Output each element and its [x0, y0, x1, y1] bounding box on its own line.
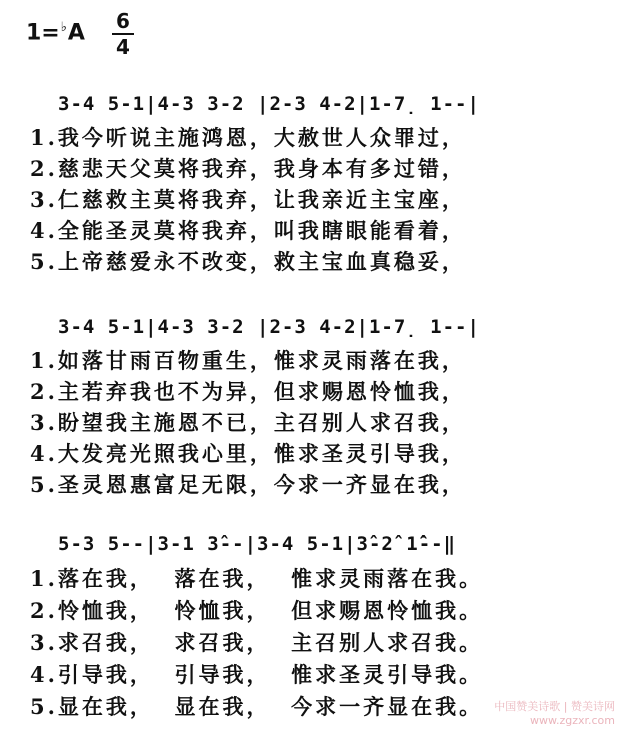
site-watermark — [494, 700, 615, 728]
key-signature — [26, 20, 85, 45]
lyric-line-verse-3: 3.盼望我主施恩不已，主召别人求召我， — [30, 410, 466, 435]
key-prefix: 1= — [26, 20, 60, 46]
lyric-line-verse-1: 1.我今听说主施鸿恩，大赦世人众罪过， — [30, 125, 466, 150]
key-letter: A — [67, 20, 85, 46]
lyric-line-verse-3: 3.仁慈救主莫将我弃，让我亲近主宝座， — [30, 187, 466, 212]
lyric-line-verse-4: 4.引导我， 引导我， 惟求圣灵引导我。 — [30, 662, 484, 687]
watermark-title: 中国赞美诗歌 | 赞美诗网 — [494, 700, 615, 713]
lyric-line-verse-3: 3.求召我， 求召我， 主召别人求召我。 — [30, 630, 484, 655]
watermark-url: www.zgzxr.com — [529, 714, 615, 727]
lyric-line-verse-5: 5.上帝慈爱永不改变，救主宝血真稳妥， — [30, 249, 466, 274]
time-signature — [112, 10, 134, 58]
lyric-line-verse-4: 4.全能圣灵莫将我弃，叫我瞎眼能看着， — [30, 218, 466, 243]
flat-sign: ♭ — [60, 20, 67, 35]
lyric-line-verse-4: 4.大发亮光照我心里，惟求圣灵引导我， — [30, 441, 466, 466]
lyric-line-verse-1: 1.落在我， 落在我， 惟求灵雨落在我。 — [30, 566, 484, 591]
notation-line: 3-4 5-1|4-3 3-2 |2-3 4-2|1-7̣ 1--| — [58, 93, 480, 115]
lyric-line-verse-2: 2.怜恤我， 怜恤我， 但求赐恩怜恤我。 — [30, 598, 484, 623]
meter-bottom: 4 — [116, 35, 130, 59]
lyric-line-verse-2: 2.慈悲天父莫将我弃，我身本有多过错， — [30, 156, 466, 181]
lyric-line-verse-5: 5.圣灵恩惠富足无限，今求一齐显在我， — [30, 472, 466, 497]
lyric-line-verse-5: 5.显在我， 显在我， 今求一齐显在我。 — [30, 694, 484, 719]
meter-top: 6 — [116, 9, 130, 33]
lyric-line-verse-2: 2.主若弃我也不为异，但求赐恩怜恤我， — [30, 379, 466, 404]
lyric-line-verse-1: 1.如落甘雨百物重生，惟求灵雨落在我， — [30, 348, 466, 373]
notation-line: 5-3 5--|3-1 3̂--|3-4 5-1|3̂-2̂ 1̂̇--‖ — [58, 533, 457, 555]
notation-line: 3-4 5-1|4-3 3-2 |2-3 4-2|1-7̣ 1--| — [58, 316, 480, 338]
